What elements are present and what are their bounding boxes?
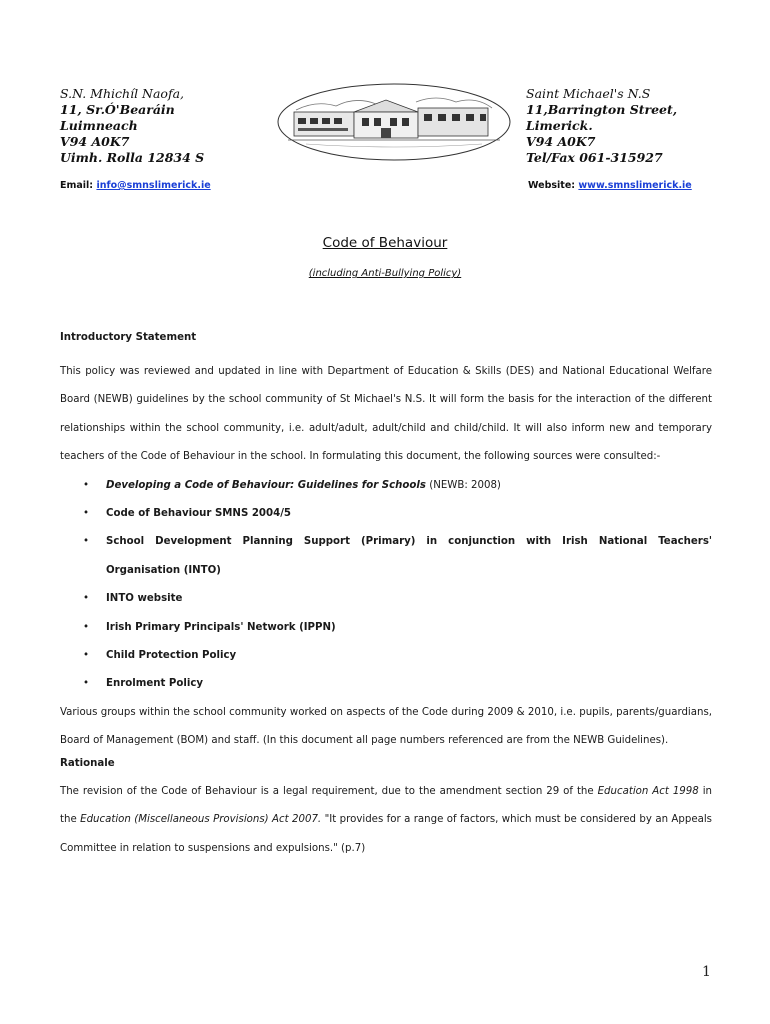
page-number: 1 <box>702 964 711 980</box>
bullet-icon: • <box>83 593 90 605</box>
roll-number: Uimh. Rolla 12834 S <box>60 150 205 165</box>
website-line <box>528 180 692 191</box>
list-item <box>60 585 712 613</box>
list-item <box>60 472 712 500</box>
school-name-irish: S.N. Mhichíl Naofa, <box>60 86 185 101</box>
source-title: INTO website <box>106 593 183 605</box>
document-subtitle: (including Anti-Bullying Policy) <box>308 268 462 279</box>
source-title: Code of Behaviour SMNS 2004/5 <box>106 508 292 520</box>
rationale-heading: Rationale <box>60 757 115 769</box>
intro-heading: Introductory Statement <box>60 332 197 343</box>
list-item <box>60 528 712 585</box>
eircode-right: V94 A0K7 <box>526 134 596 149</box>
school-name-english: Saint Michael's N.S <box>526 86 651 101</box>
english-address-block <box>526 86 677 166</box>
source-title: Irish Primary Principals' Network (IPPN) <box>106 621 336 633</box>
email-line <box>60 180 211 191</box>
rationale-text-end: "It provides for a range of factors, which must be considered by an Appeals Committee in relation to suspensions and expulsions." (p.7) <box>60 814 712 854</box>
list-item <box>60 614 712 642</box>
source-note: (NEWB: 2008) <box>426 479 501 491</box>
email-label: Email: <box>60 180 94 191</box>
eircode-left: V94 A0K7 <box>60 134 130 149</box>
rationale-text-start: The revision of the Code of Behaviour is a legal requirement, due to the amendment section 29 of the <box>60 785 598 797</box>
bullet-icon: • <box>83 508 90 520</box>
city-english: Limerick. <box>526 118 593 133</box>
school-logo <box>276 82 512 162</box>
street-irish: 11, Sr.Ó'Bearáin <box>60 102 175 117</box>
list-item <box>60 500 712 528</box>
email-link[interactable]: info@smnslimerick.ie <box>96 180 211 191</box>
document-body <box>60 330 712 863</box>
source-title: Enrolment Policy <box>106 678 204 690</box>
groups-paragraph: Various groups within the school community worked on aspects of the Code during 2009 & 2010, i.e. pupils, parents/guardians, Board of Management (BOM) and staff. (In this document all page numbers referenced are from the NEWB Guidelines). <box>60 706 712 747</box>
website-link[interactable]: www.smnslimerick.ie <box>578 180 692 191</box>
list-item <box>60 670 712 698</box>
source-title: Child Protection Policy <box>106 650 237 662</box>
bullet-icon: • <box>83 678 90 690</box>
list-item <box>60 642 712 670</box>
street-english: 11,Barrington Street, <box>526 102 678 117</box>
website-label: Website: <box>528 180 576 191</box>
provisions-act-title: Education (Miscellaneous Provisions) Act 2007. <box>80 814 322 826</box>
document-title: Code of Behaviour <box>322 235 448 251</box>
rationale-text-mid: in the <box>60 785 712 826</box>
intro-paragraph: This policy was reviewed and updated in line with Department of Education & Skills (DES) and National Educational Welfare Board (NEWB) guidelines by the school community of St Michael's N.S. It will form the basis for the interaction of the different relationships within the school community, i.e. adult/adult, adult/child and child/child. It will also inform new and temporary teachers of the Code of Behaviour in the school. In formulating this document, the following sources were consulted:- <box>60 366 712 463</box>
source-title: School Development Planning Support (Primary) in conjunction with Irish National Teachers' Organisation (INTO) <box>106 536 712 576</box>
source-title: Developing a Code of Behaviour: Guidelines for Schools <box>106 479 426 491</box>
bullet-icon: • <box>83 621 90 633</box>
bullet-icon: • <box>83 650 90 662</box>
phone-fax: Tel/Fax 061-315927 <box>526 150 663 165</box>
sources-list <box>60 472 712 699</box>
irish-address-block <box>60 86 204 166</box>
education-act-title: Education Act 1998 <box>597 785 699 797</box>
city-irish: Luimneach <box>60 118 138 133</box>
rationale-paragraph <box>60 778 712 863</box>
bullet-icon: • <box>83 536 90 548</box>
bullet-icon: • <box>83 479 90 491</box>
